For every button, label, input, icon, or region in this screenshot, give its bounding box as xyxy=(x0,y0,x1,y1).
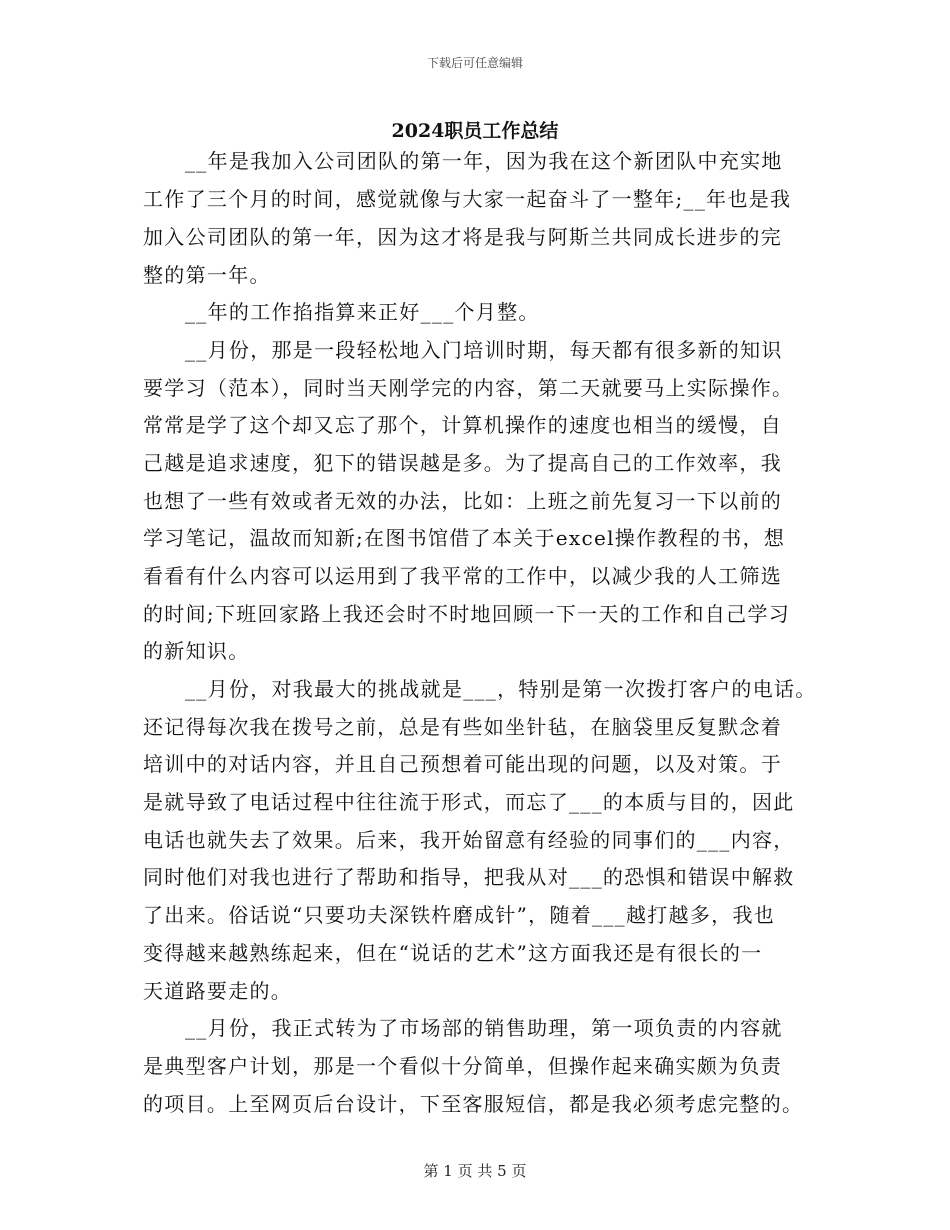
text-line: 了出来。俗话说“只要功夫深铁杵磨成针”，随着___越打越多，我也 xyxy=(143,903,776,927)
text-line: 己越是追求速度，犯下的错误越是多。为了提高自己的工作效率，我 xyxy=(143,451,782,475)
text-line: 加入公司团队的第一年，因为这才将是我与阿斯兰共同成长进步的完 xyxy=(143,225,782,249)
text-line: __年是我加入公司团队的第一年，因为我在这个新团队中充实地 xyxy=(185,149,783,173)
page-indicator: 第 1 页 共 5 页 xyxy=(423,1162,527,1180)
text-line: __年的工作掐指算来正好___个月整。 xyxy=(185,300,540,324)
text-line: 天道路要走的。 xyxy=(143,979,293,1003)
text-line: 是就导致了电话过程中往往流于形式，而忘了___的本质与目的，因此 xyxy=(143,790,795,814)
text-line: 要学习（范本），同时当天刚学完的内容，第二天就要马上实际操作。 xyxy=(143,376,794,400)
text-line: 是典型客户计划，那是一个看似十分简单，但操作起来确实颇为负责 xyxy=(143,1054,782,1078)
document-title: 2024职员工作总结 xyxy=(391,120,559,142)
text-line: 的时间;下班回家路上我还会时不时地回顾一下一天的工作和自己学习 xyxy=(143,602,791,626)
text-line: 电话也就失去了效果。后来，我开始留意有经验的同事们的___内容， xyxy=(143,828,795,852)
text-line: 同时他们对我也进行了帮助和指导，把我从对___的恐惧和错误中解救 xyxy=(143,865,795,889)
text-line: 看看有什么内容可以运用到了我平常的工作中，以减少我的人工筛选 xyxy=(143,564,782,588)
text-line: __月份，那是一段轻松地入门培训时期，每天都有很多新的知识 xyxy=(185,338,783,362)
text-line: 变得越来越熟练起来，但在“说话的艺术”这方面我还是有很长的一 xyxy=(143,941,763,965)
text-line: 的项目。上至网页后台设计，下至客服短信，都是我必须考虑完整的。 xyxy=(143,1092,804,1116)
text-line: 也想了一些有效或者无效的办法，比如：上班之前先复习一下以前的 xyxy=(143,489,782,513)
text-line: __月份，我正式转为了市场部的销售助理，第一项负责的内容就 xyxy=(185,1016,783,1040)
text-line: __月份，对我最大的挑战就是___，特别是第一次拨打客户的电话。 xyxy=(185,677,817,701)
text-line: 工作了三个月的时间，感觉就像与大家一起奋斗了一整年;__年也是我 xyxy=(143,187,792,211)
text-line: 整的第一年。 xyxy=(143,263,271,287)
text-line: 常常是学了这个却又忘了那个，计算机操作的速度也相当的缓慢，自 xyxy=(143,413,782,437)
header-note: 下载后可任意编辑 xyxy=(426,56,523,70)
text-line: 的新知识。 xyxy=(143,639,250,663)
text-line: 培训中的对话内容，并且自己预想着可能出现的问题，以及对策。于 xyxy=(143,752,782,776)
text-line: 学习笔记，温故而知新;在图书馆借了本关于excel操作教程的书，想 xyxy=(143,526,786,550)
text-line: 还记得每次我在拨号之前，总是有些如坐针毡，在脑袋里反复默念着 xyxy=(143,715,782,739)
